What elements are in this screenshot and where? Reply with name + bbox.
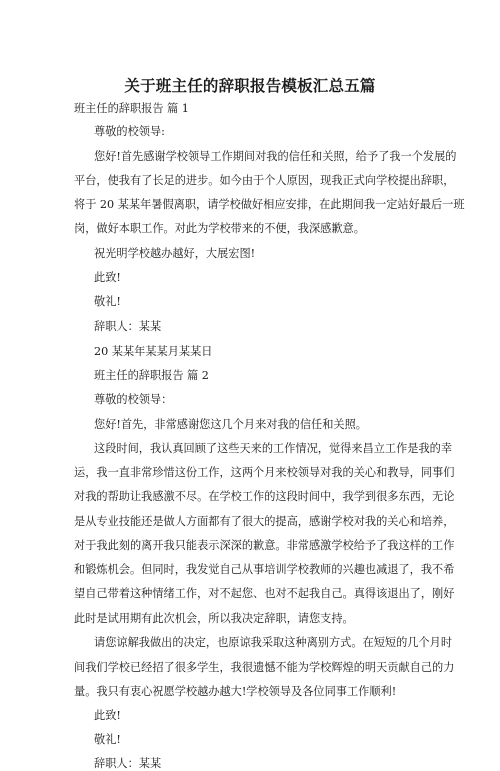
paragraph-line: 20 某某年某某月某某日 xyxy=(94,345,213,358)
paragraph-line: 辞职人：某某 xyxy=(94,757,162,770)
paragraph-line: 将于 20 某某年暑假离职，请学校做好相应安排，在此期间我一定站好最后一班 xyxy=(74,198,465,211)
paragraph-line: 这段时间，我认真回顾了这些天来的工作情况，觉得来昌立工作是我的幸 xyxy=(94,442,453,455)
paragraph-line: 祝光明学校越办越好，大展宏图! xyxy=(94,247,256,260)
paragraph-line: 班主任的辞职报告 篇 2 xyxy=(94,369,209,382)
paragraph-line: 您好!首先感谢学校领导工作期间对我的信任和关照，给予了我一个发展的 xyxy=(94,150,457,163)
paragraph-line: 尊敬的校领导： xyxy=(94,393,173,406)
paragraph-line: 平台，使我有了长足的进步。如今由于个人原因，现我正式向学校提出辞职， xyxy=(74,174,455,187)
paragraph-line: 和锻炼机会。但同时，我发觉自己从事培训学校教师的兴趣也减退了，我不希 xyxy=(74,563,455,576)
document-title: 关于班主任的辞职报告模板汇总五篇 xyxy=(124,77,376,95)
paragraph-line: 您好!首先，非常感谢您这几个月来对我的信任和关照。 xyxy=(94,418,367,431)
paragraph-line: 量。我只有衷心祝愿学校越办越大!学校领导及各位同事工作顺利! xyxy=(74,685,397,698)
paragraph-line: 敬礼! xyxy=(94,295,121,308)
paragraph-line: 敬礼! xyxy=(94,733,121,746)
paragraph-line: 班主任的辞职报告 篇 1 xyxy=(74,102,189,115)
paragraph-line: 此致! xyxy=(94,709,121,722)
paragraph-line: 对于我此刻的离开我只能表示深深的歉意。非常感激学校给予了我这样的工作 xyxy=(74,539,455,552)
paragraph-line: 尊敬的校领导: xyxy=(94,125,165,138)
paragraph-line: 对我的帮助让我感激不尽。在学校工作的这段时间中，我学到很多东西，无论 xyxy=(74,490,455,503)
paragraph-line: 辞职人：某某 xyxy=(94,320,162,333)
paragraph-line: 运，我一直非常珍惜这份工作，这两个月来校领导对我的关心和教导，同事们 xyxy=(74,466,455,479)
paragraph-line: 间我们学校已经招了很多学生，我很遗憾不能为学校辉煌的明天贡献自己的力 xyxy=(74,661,455,674)
paragraph-line: 岗，做好本职工作。对此为学校带来的不便，我深感歉意。 xyxy=(74,222,365,235)
paragraph-line: 此致! xyxy=(94,271,121,284)
paragraph-line: 望自己带着这种情绪工作，对不起您、也对不起我自己。真得该退出了，刚好 xyxy=(74,587,455,600)
paragraph-line: 是从专业技能还是做人方面都有了很大的提高，感谢学校对我的关心和培养， xyxy=(74,515,455,528)
paragraph-line: 此时是试用期有此次机会，所以我决定辞职，请您支持。 xyxy=(74,612,354,625)
paragraph-line: 请您谅解我做出的决定，也原谅我采取这种离别方式。在短短的几个月时 xyxy=(94,636,453,649)
